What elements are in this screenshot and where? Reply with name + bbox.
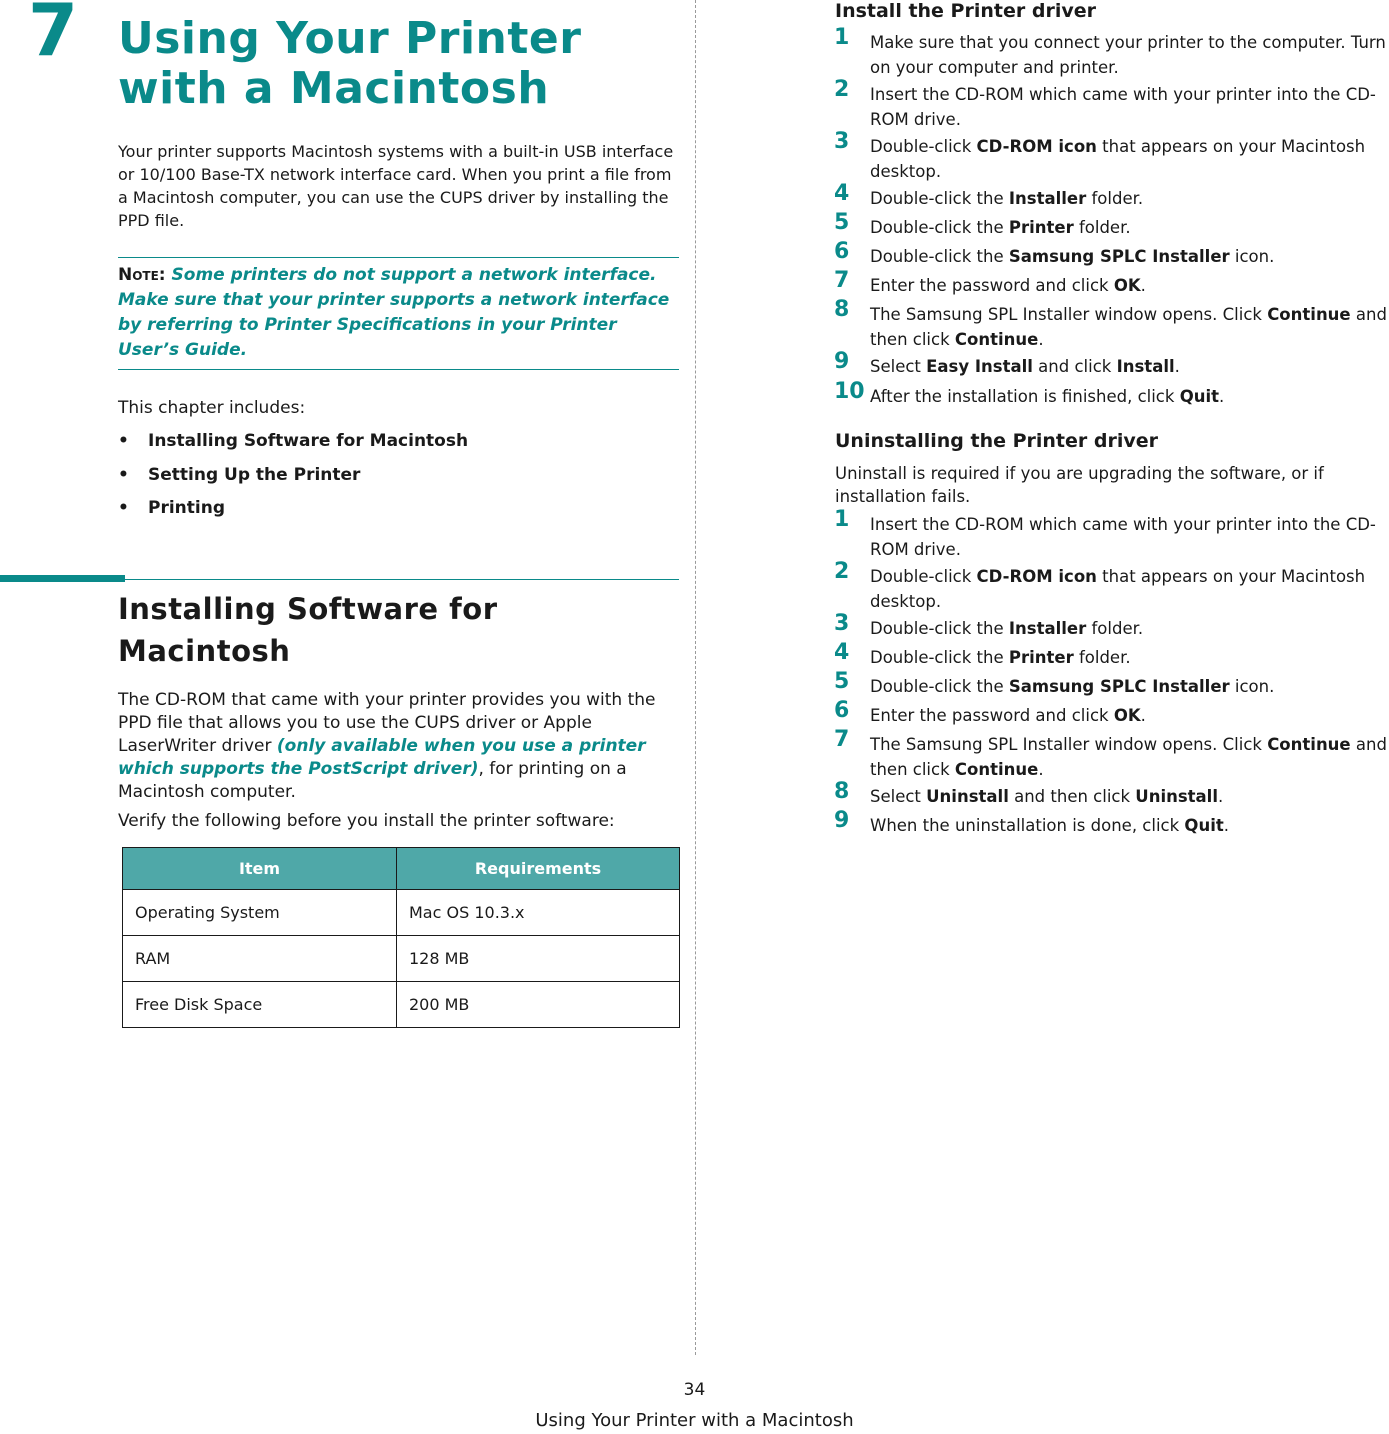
- bullet-icon: •: [118, 431, 129, 451]
- step-emphasis: Continue: [1267, 305, 1351, 324]
- step-text: Double-click the: [870, 648, 1009, 667]
- step-text: The Samsung SPL Installer window opens. Click: [870, 305, 1268, 324]
- step-text: Double-click the: [870, 247, 1009, 266]
- step-item: [834, 239, 1389, 269]
- step-emphasis: Installer: [1008, 619, 1087, 638]
- step-number: 4: [834, 181, 850, 206]
- step-text: After the installation is finished, click: [870, 387, 1180, 406]
- step-item: [834, 808, 1389, 838]
- step-text: folder.: [1086, 189, 1144, 208]
- uninstall-heading: Uninstalling the Printer driver: [835, 430, 1159, 452]
- section-accent-bar: [0, 575, 125, 582]
- step-text: Double-click the: [870, 189, 1009, 208]
- install-heading: Install the Printer driver: [835, 0, 1096, 22]
- step-number: 1: [834, 507, 850, 532]
- step-text: .: [1140, 276, 1146, 295]
- step-item: [834, 268, 1389, 298]
- step-item: [834, 640, 1389, 670]
- step-item: [834, 129, 1389, 184]
- step-item: [834, 25, 1389, 80]
- step-text: Insert the CD-ROM which came with your printer into the CD-ROM drive.: [870, 85, 1376, 129]
- note-text: Some printers do not support a network interface. Make sure that your printer supports a network interface by referring to Printer Specifications in your Printer User’s Guide.: [118, 265, 670, 360]
- section-title: Installing Software for Macintosh: [118, 592, 498, 668]
- step-text: icon.: [1229, 677, 1275, 696]
- step-number: 5: [834, 669, 850, 694]
- requirements-table: [122, 847, 680, 1028]
- step-text: Enter the password and click: [870, 276, 1114, 295]
- bullet-icon: •: [118, 498, 129, 518]
- chapter-intro: Your printer supports Macintosh systems with a built-in USB interface or 10/100 Base-TX network interface card. When you print a file from a Macintosh computer, you can use the CUPS driver by installing the PPD file.: [118, 142, 674, 230]
- step-text: .: [1174, 357, 1180, 376]
- step-item: [834, 349, 1389, 379]
- step-emphasis: Quit: [1184, 816, 1224, 835]
- step-emphasis: Samsung SPLC Installer: [1008, 677, 1230, 696]
- step-text: folder.: [1086, 619, 1144, 638]
- step-item: [834, 379, 1389, 409]
- table-cell: Free Disk Space: [123, 982, 397, 1028]
- step-text: that appears on your Macintosh desktop.: [870, 567, 1366, 611]
- includes-lead: This chapter includes:: [118, 398, 306, 418]
- table-row: [123, 890, 680, 936]
- list-item[interactable]: • Setting Up the Printer: [118, 462, 468, 496]
- step-item: [834, 698, 1389, 728]
- step-item: [834, 559, 1389, 614]
- step-emphasis: Uninstall: [1135, 787, 1218, 806]
- step-text: When the uninstallation is done, click: [870, 816, 1185, 835]
- step-item: [834, 210, 1389, 240]
- step-item: [834, 669, 1389, 699]
- step-text: and then click: [870, 735, 1387, 779]
- step-emphasis: Samsung SPLC Installer: [1008, 247, 1230, 266]
- step-item: [834, 779, 1389, 809]
- step-item: [834, 507, 1389, 562]
- step-text: Make sure that you connect your printer to the computer. Turn on your computer and printer.: [870, 33, 1386, 77]
- note-top-rule: [118, 257, 679, 258]
- step-text: .: [1218, 787, 1224, 806]
- step-number: 3: [834, 611, 850, 636]
- step-text: Double-click: [870, 567, 977, 586]
- step-text: Double-click the: [870, 218, 1009, 237]
- table-header-requirements: Requirements: [397, 848, 680, 890]
- step-text: The Samsung SPL Installer window opens. Click: [870, 735, 1268, 754]
- step-item: [834, 727, 1389, 782]
- step-emphasis: Install: [1116, 357, 1175, 376]
- footer-title: Using Your Printer with a Macintosh: [535, 1410, 854, 1431]
- step-emphasis: Continue: [954, 330, 1039, 349]
- step-emphasis: Installer: [1008, 189, 1087, 208]
- step-number: 3: [834, 129, 850, 154]
- step-item: [834, 77, 1389, 132]
- step-emphasis: CD-ROM icon: [976, 137, 1097, 156]
- step-text: and then click: [870, 305, 1387, 349]
- table-row: [123, 982, 680, 1028]
- step-text: Enter the password and click: [870, 706, 1114, 725]
- step-item: [834, 181, 1389, 211]
- step-text: .: [1038, 760, 1044, 779]
- step-number: 8: [834, 297, 850, 322]
- table-header-row: [123, 848, 680, 890]
- chapter-number: 7: [28, 0, 79, 72]
- postscript-emphasis: (only available when you use a printer which supports the PostScript driver): [118, 736, 646, 779]
- step-text: Double-click the: [870, 619, 1009, 638]
- step-emphasis: OK: [1113, 706, 1141, 725]
- step-text: that appears on your Macintosh desktop.: [870, 137, 1366, 181]
- step-emphasis: Quit: [1179, 387, 1220, 406]
- section-body: The CD-ROM that came with your printer provides you with the PPD file that allows you to use the CUPS driver or Apple LaserWriter driver (only available when you use a printer which supports the PostScript driver), for printing on a Macintosh computer.: [118, 690, 656, 802]
- step-text: icon.: [1229, 247, 1275, 266]
- step-text: .: [1038, 330, 1044, 349]
- step-text: .: [1223, 816, 1229, 835]
- verify-text: Verify the following before you install the printer software:: [118, 811, 615, 831]
- step-text: Double-click the: [870, 677, 1009, 696]
- chapter-title: Using Your Printer with a Macintosh: [118, 13, 582, 114]
- uninstall-steps: [834, 507, 1389, 838]
- step-text: and click: [1032, 357, 1117, 376]
- step-emphasis: OK: [1113, 276, 1141, 295]
- column-divider: [695, 0, 696, 1355]
- step-text: and then click: [1008, 787, 1136, 806]
- step-number: 4: [834, 640, 850, 665]
- step-number: 2: [834, 77, 850, 102]
- table-cell: RAM: [123, 936, 397, 982]
- step-emphasis: Printer: [1008, 218, 1074, 237]
- uninstall-intro: Uninstall is required if you are upgrading the software, or if installation fails.: [835, 464, 1324, 506]
- list-item[interactable]: • Printing: [118, 495, 468, 529]
- step-text: .: [1219, 387, 1225, 406]
- step-emphasis: Continue: [954, 760, 1039, 779]
- step-text: Select: [870, 787, 927, 806]
- bullet-icon: •: [118, 464, 129, 485]
- step-emphasis: Continue: [1267, 735, 1351, 754]
- table-header-item: Item: [123, 848, 397, 890]
- step-number: 7: [834, 268, 850, 293]
- step-emphasis: CD-ROM icon: [976, 567, 1097, 586]
- table-cell: Operating System: [123, 890, 397, 936]
- section-rule: [125, 579, 679, 580]
- step-number: 9: [834, 808, 850, 833]
- step-number: 1: [834, 25, 850, 50]
- table-cell: Mac OS 10.3.x: [397, 890, 680, 936]
- step-number: 8: [834, 779, 850, 804]
- step-text: Double-click: [870, 137, 977, 156]
- page-number: 34: [683, 1380, 706, 1400]
- install-steps: [834, 25, 1389, 409]
- step-number: 9: [834, 349, 850, 374]
- step-text: Select: [870, 357, 927, 376]
- chapter-contents-list: [118, 428, 468, 529]
- table-cell: 128 MB: [397, 936, 680, 982]
- note-box: [118, 263, 680, 363]
- step-number: 2: [834, 559, 850, 584]
- step-emphasis: Uninstall: [926, 787, 1009, 806]
- step-emphasis: Printer: [1008, 648, 1074, 667]
- note-lead: Note:: [118, 265, 166, 285]
- step-number: 10: [834, 379, 865, 404]
- step-number: 6: [834, 239, 850, 264]
- step-number: 5: [834, 210, 850, 235]
- table-cell: 200 MB: [397, 982, 680, 1028]
- step-item: [834, 611, 1389, 641]
- step-emphasis: Easy Install: [926, 357, 1033, 376]
- table-row: [123, 936, 680, 982]
- step-number: 6: [834, 698, 850, 723]
- step-text: Insert the CD-ROM which came with your printer into the CD-ROM drive.: [870, 515, 1376, 559]
- step-text: .: [1140, 706, 1146, 725]
- step-text: folder.: [1073, 648, 1131, 667]
- step-item: [834, 297, 1389, 352]
- note-bottom-rule: [118, 369, 679, 370]
- step-text: folder.: [1073, 218, 1131, 237]
- list-item[interactable]: • Installing Software for Macintosh: [118, 428, 468, 462]
- step-number: 7: [834, 727, 850, 752]
